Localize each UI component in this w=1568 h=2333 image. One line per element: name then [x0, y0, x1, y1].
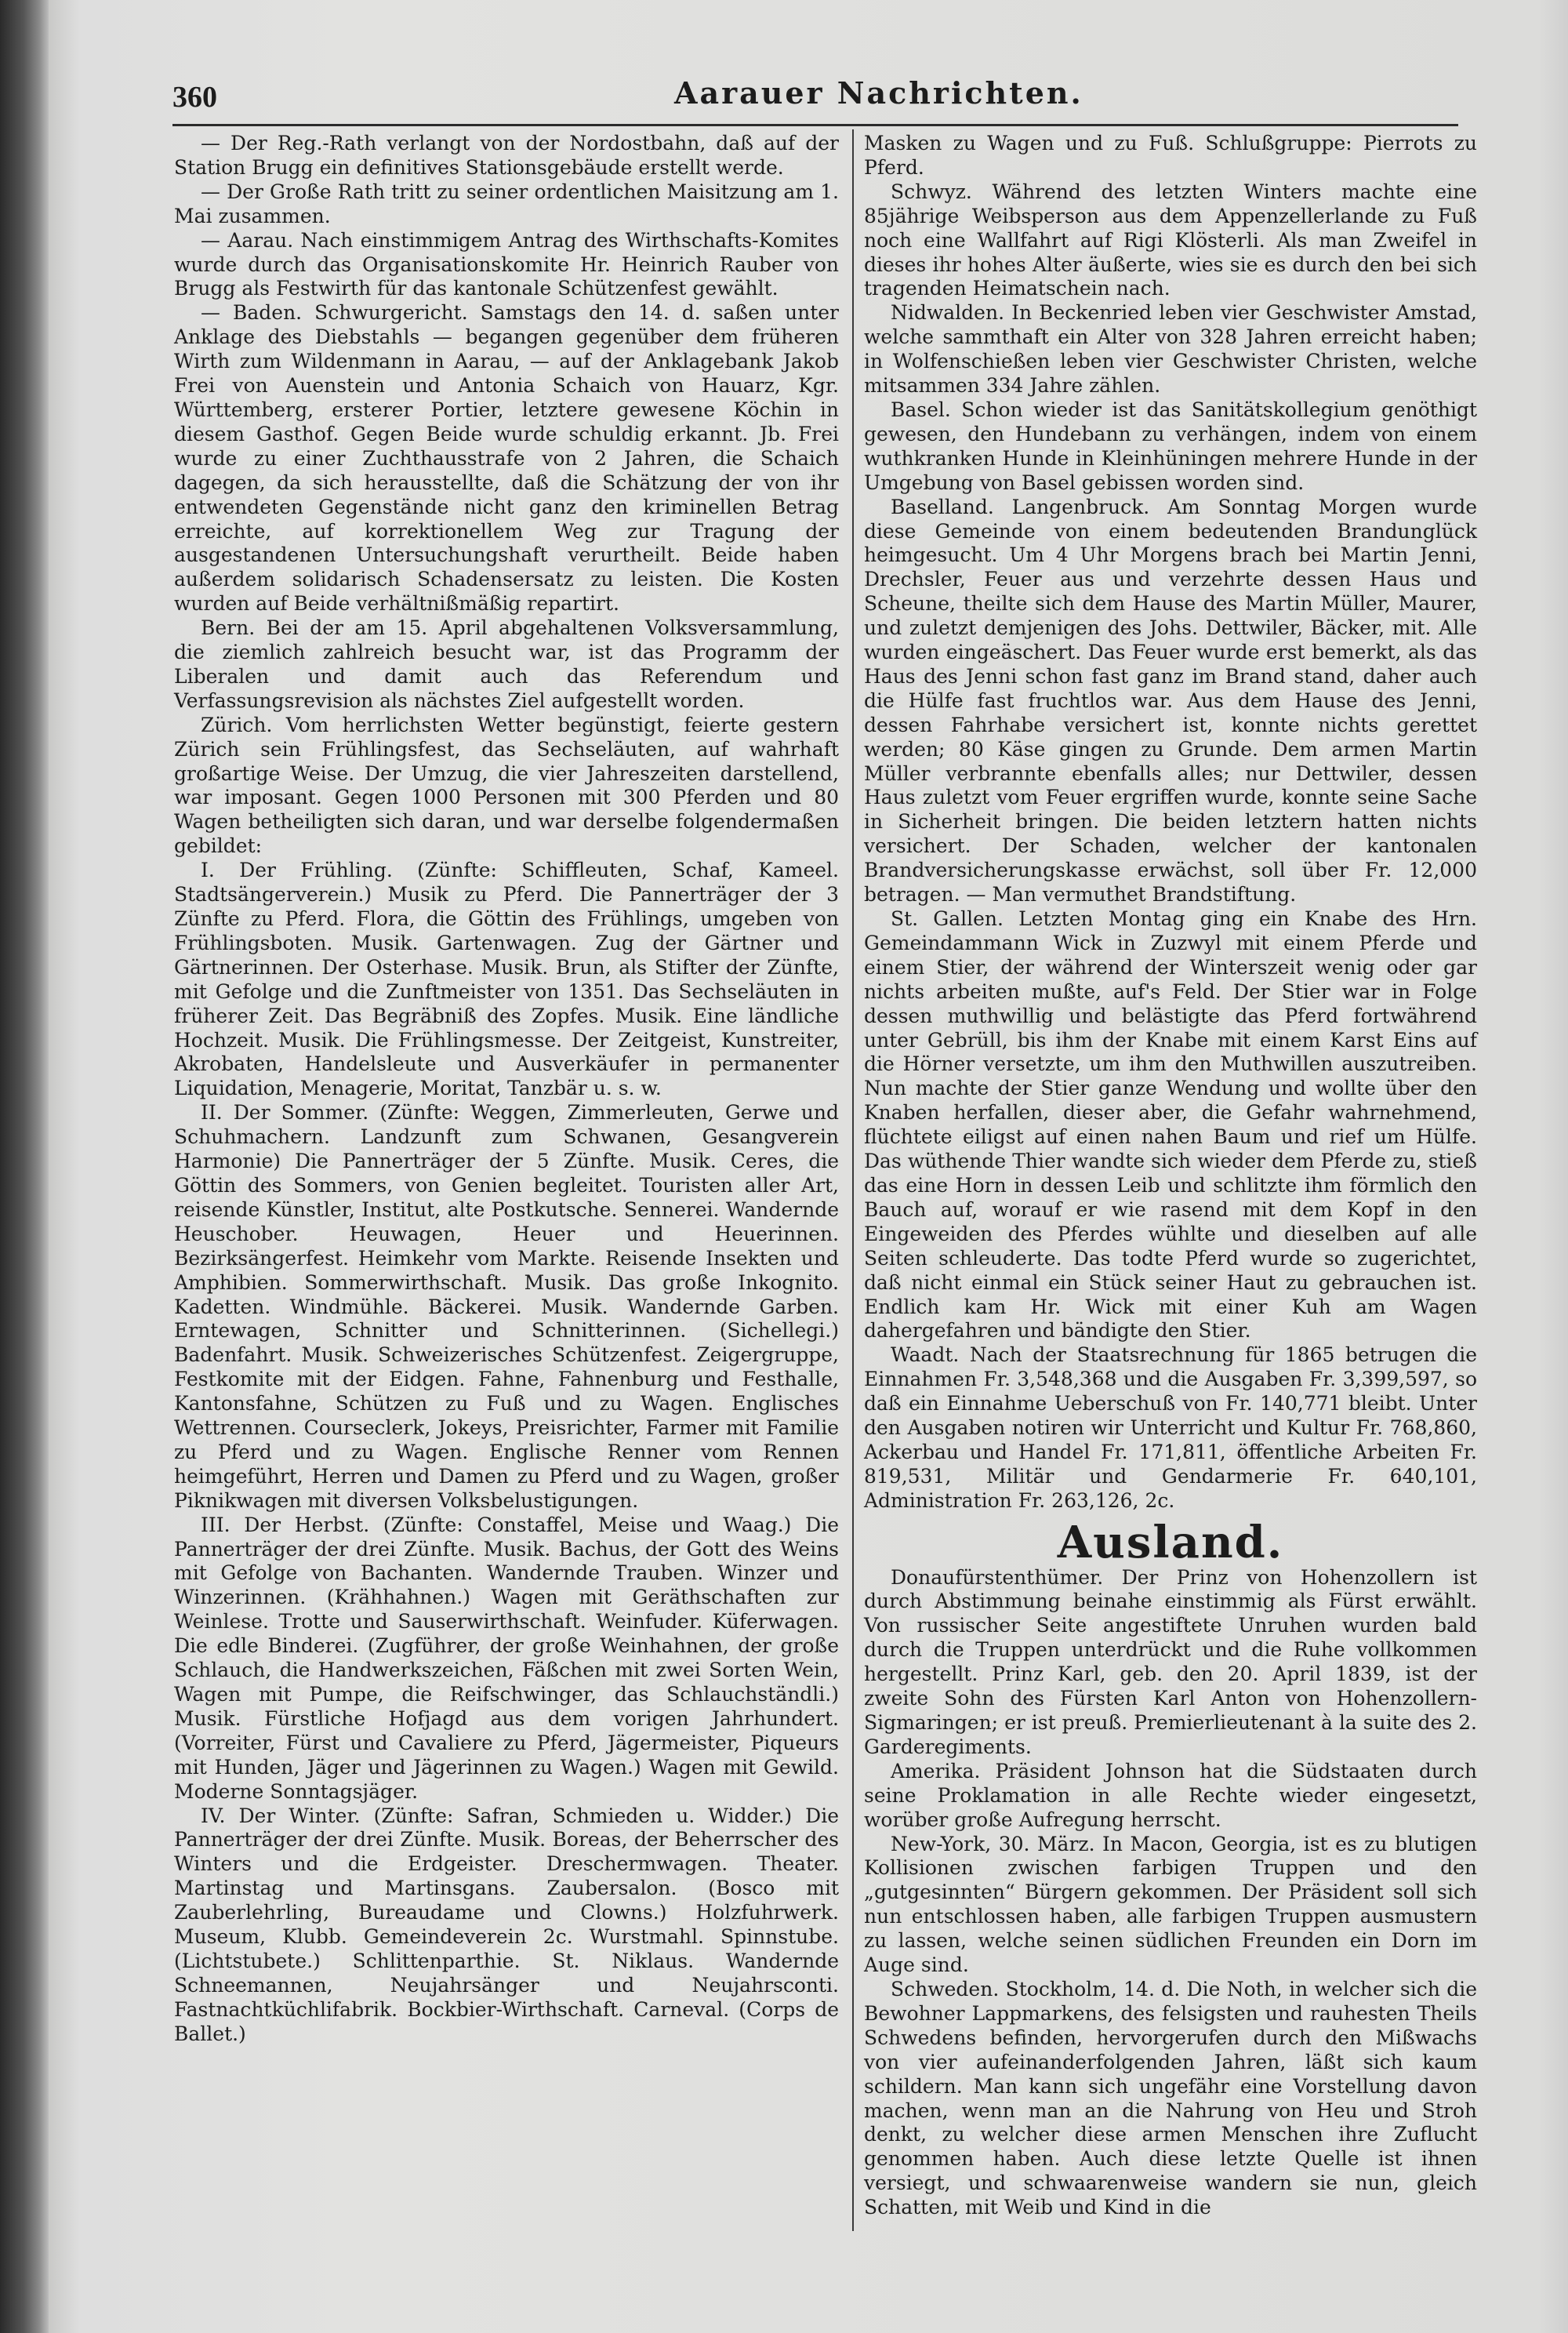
article-paragraph: Nidwalden. In Beckenried leben vier Geschwister Amstad, welche sammthaft ein Alter von 328 Jahren erreicht haben; in Wolfenschießen leben vier Geschwister Christen, welche mitsammen 334 Jahre zählen. — [864, 301, 1477, 398]
page-number: 360 — [172, 81, 217, 114]
header-rule — [172, 124, 1458, 126]
article-paragraph: — Der Große Rath tritt zu seiner ordentlichen Maisitzung am 1. Mai zusammen. — [174, 180, 839, 227]
parade-section-winter: IV. Der Winter. (Zünfte: Safran, Schmieden u. Widder.) Die Pannerträger der drei Zünfte. Musik. Boreas, der Beherrscher des Winters und die Erdgeister. Dreschermwagen. Theater. Martinstag und Martinsgans. Zaubersalon. (Bosco mit Zauberlehrling, Bureaudame und Clowns.) Holzfuhrwerk. Museum, Klubb. Gemeindeverein 2c. Wurstmahl. Spinnstube. (Lichtstubete.) Schlittenparthie. St. Niklaus. Wandernde Schneemannen, Neujahrsänger und Neujahrsconti. Fastnachtküchlifabrik. Bockbier-Wirthschaft. Carneval. (Corps de Ballet.) — [174, 1804, 839, 2045]
article-paragraph: — Der Reg.-Rath verlangt von der Nordostbahn, daß auf der Station Brugg ein definitives Stationsgebäude erstellt werde. — [174, 132, 839, 179]
article-paragraph: Bern. Bei der am 15. April abgehaltenen Volksversammlung, die ziemlich zahlreich besucht war, ist das Programm der Liberalen und damit auch das Referendum und Verfassungsrevision als nächstes Ziel aufgestellt worden. — [174, 616, 839, 712]
article-paragraph: Baselland. Langenbruck. Am Sonntag Morgen wurde diese Gemeinde von einem bedeutenden Brandunglück heimgesucht. Um 4 Uhr Morgens brach bei Martin Jenni, Drechsler, Feuer aus und verzehrte dessen Haus und Scheune, theilte sich dem Hause des Martin Müller, Maurer, und zuletzt demjenigen des Johs. Dettwiler, Bäcker, mit. Alle wurden eingeäschert. Das Feuer wurde erst bemerkt, als das Haus des Jenni schon fast ganz im Brand stand, daher auch die Hülfe fast fruchtlos war. Aus dem Hause des Jenni, dessen Fahrhabe versichert ist, konnte nichts gerettet werden; 80 Käse gingen zu Grunde. Dem armen Martin Müller verbrannte ebenfalls alles; nur Dettwiler, dessen Haus zuletzt vom Feuer ergriffen wurde, konnte seine Sache in Sicherheit bringen. Die beiden letztern hatten nichts versichert. Der Schaden, welcher der kantonalen Brandversicherungskasse erwächst, soll über Fr. 12,000 betragen. — Man vermuthet Brandstiftung. — [864, 495, 1477, 907]
article-paragraph: St. Gallen. Letzten Montag ging ein Knabe des Hrn. Gemeindammann Wick in Zuzwyl mit einem Pferde und einem Stier, der während der Winterszeit wenig oder gar nichts arbeiten mußte, auf's Feld. Der Stier war in Folge dessen muthwillig und belästigte das Pferd fortwährend unter Gebrüll, bis ihm der Knabe mit einem Karst Eins auf die Hörner versetzte, um ihm den Muthwillen auszutreiben. Nun machte der Stier ganze Wendung und wollte über den Knaben herfallen, dieser aber, die Gefahr wahrnehmend, flüchtete eiligst auf einen nahen Baum und rief um Hülfe. Das wüthende Thier wandte sich wieder dem Pferde zu, stieß das eine Horn in dessen Leib und schlitzte ihm förmlich den Bauch auf, worauf er wie rasend mit dem Kopf in den Eingeweiden des Pferdes wühlte und dieselben auf alle Seiten schleuderte. Das todte Pferd wurde so zugerichtet, daß nicht einmal ein Stück seiner Haut zu gebrauchen ist. Endlich kam Hr. Wick mit einer Kuh am Wagen dahergefahren und bändigte den Stier. — [864, 907, 1477, 1343]
page-header — [125, 75, 1458, 122]
right-column — [864, 132, 1477, 2220]
column-divider — [852, 129, 854, 2231]
foreign-news-paragraph: New-York, 30. März. In Macon, Georgia, ist es zu blutigen Kollisionen zwischen farbigen Truppen und den „gutgesinnten“ Bürgern gekommen. Der Präsident soll sich nun entschlossen haben, alle farbigen Truppen ausmustern zu lassen, welche seinen südlichen Freunden ein Dorn im Auge sind. — [864, 1832, 1477, 1977]
article-paragraph: Zürich. Vom herrlichsten Wetter begünstigt, feierte gestern Zürich sein Frühlingsfest, das Sechseläuten, auf wahrhaft großartige Weise. Der Umzug, die vier Jahreszeiten darstellend, war imposant. Gegen 1000 Personen mit 300 Pferden und 80 Wagen betheiligten sich daran, und war derselbe folgendermaßen gebildet: — [174, 713, 839, 858]
masthead-title: Aarauer Nachrichten. — [674, 75, 1083, 111]
article-paragraph: — Aarau. Nach einstimmigem Antrag des Wirthschafts-Komites wurde durch das Organisationskomite Hr. Heinrich Rauber von Brugg als Festwirth für das kantonale Schützenfest gewählt. — [174, 228, 839, 300]
article-paragraph: — Baden. Schwurgericht. Samstags den 14. d. saßen unter Anklage des Diebstahls — begangen gegenüber dem früheren Wirth zum Wildenmann in Aarau, — auf der Anklagebank Jakob Frei von Auenstein und Antonia Schaich von Hauarz, Kgr. Württemberg, ersterer Portier, letztere gewesene Köchin in diesem Gasthof. Gegen Beide wurde schuldig erkannt. Jb. Frei wurde zu einer Zuchthausstrafe von 2 Jahren, die Schaich dagegen, da sich herausstellte, daß die Schätzung der von ihr entwendeten Gegenstände nicht ganz den kriminellen Betrag erreichte, auf korrektionellem Weg zur Tragung der ausgestandenen Untersuchungshaft verurtheilt. Beide haben außerdem solidarisch Schadensersatz zu leisten. Die Kosten wurden auf Beide verhältnißmäßig repartirt. — [174, 301, 839, 616]
section-heading-ausland: Ausland. — [1057, 1516, 1284, 1568]
parade-section-spring: I. Der Frühling. (Zünfte: Schiffleuten, Schaf, Kameel. Stadtsängerverein.) Musik zu Pferd. Die Pannerträger der 3 Zünfte zu Pferd. Flora, die Göttin des Frühlings, umgeben von Frühlingsboten. Musik. Gartenwagen. Zug der Gärtner und Gärtnerinnen. Der Osterhase. Musik. Brun, als Stifter der Zünfte, mit Gefolge und die Zunftmeister von 1351. Das Sechseläuten in früherer Zeit. Das Begräbniß des Zopfes. Musik. Eine ländliche Hochzeit. Musik. Die Frühlingsmesse. Der Zeitgeist, Kunstreiter, Akrobaten, Handelsleute und Ausverkäufer in permanenter Liquidation, Menagerie, Moritat, Tanzbär u. s. w. — [174, 859, 839, 1100]
foreign-news-paragraph: Schweden. Stockholm, 14. d. Die Noth, in welcher sich die Bewohner Lappmarkens, des felsigsten und rauhesten Theils Schwedens befinden, hervorgerufen durch den Mißwachs von vier aufeinanderfolgenden Jahren, läßt sich kaum schildern. Man kann sich ungefähr eine Vorstellung davon machen, wenn man an die Nahrung von Heu und Stroh denkt, zu welcher diese armen Menschen ihre Zuflucht genommen haben. Auch diese letzte Quelle ist ihnen versiegt, und schwaarenweise wandern sie nun, gleich Schatten, mit Weib und Kind in die — [864, 1977, 1477, 2219]
article-paragraph: Waadt. Nach der Staatsrechnung für 1865 betrugen die Einnahmen Fr. 3,548,368 und die Ausgaben Fr. 3,399,597, so daß ein Einnahme Ueberschuß von Fr. 140,771 bleibt. Unter den Ausgaben notiren wir Unterricht und Kultur Fr. 768,860, Ackerbau und Handel Fr. 171,811, öffentliche Arbeiten Fr. 819,531, Militär und Gendarmerie Fr. 640,101, Administration Fr. 263,126, 2c. — [864, 1343, 1477, 1512]
parade-section-summer: II. Der Sommer. (Zünfte: Weggen, Zimmerleuten, Gerwe und Schuhmachern. Landzunft zum Schwanen, Gesangverein Harmonie) Die Pannerträger der 5 Zünfte. Musik. Ceres, die Göttin des Sommers, von Genien begleitet. Touristen aller Art, reisende Künstler, Institut, alte Postkutsche. Sennerei. Wandernde Heuschober. Heuwagen, Heuer und Heuerinnen. Bezirksängerfest. Heimkehr vom Markte. Reisende Insekten und Amphibien. Sommerwirthschaft. Musik. Das große Inkognito. Kadetten. Windmühle. Bäckerei. Musik. Wandernde Garben. Erntewagen, Schnitter und Schnitterinnen. (Sichellegi.) Badenfahrt. Musik. Schweizerisches Schützenfest. Zeigergruppe, Festkomite mit der Eidgen. Fahne, Fahnenburg und Festhalle, Kantonsfahne, Schützen zu Fuß und zu Wagen. Englisches Wettrennen. Courseclerk, Jokeys, Preisrichter, Farmer mit Familie zu Pferd und zu Wagen. Englische Renner vom Rennen heimgeführt, Herren und Damen zu Pferd und zu Wagen, großer Piknikwagen mit diversen Volksbelustigungen. — [174, 1101, 839, 1512]
foreign-news-paragraph: Donaufürstenthümer. Der Prinz von Hohenzollern ist durch Abstimmung beinahe einstimmig als Fürst erwählt. Von russischer Seite angestiftete Unruhen wurden bald durch die Truppen unterdrückt und die Ruhe vollkommen hergestellt. Prinz Karl, geb. den 20. April 1839, ist der zweite Sohn des Fürsten Karl Anton von Hohenzollern-Sigmaringen; er ist preuß. Premierlieutenant à la suite des 2. Garderegiments. — [864, 1565, 1477, 1758]
parade-section-autumn: III. Der Herbst. (Zünfte: Constaffel, Meise und Waag.) Die Pannerträger der drei Zünfte. Musik. Bachus, der Gott des Weins mit Gefolge von Bachanten. Wandernde Trauben. Winzer und Winzerinnen. (Krähhahnen.) Wagen mit Geräthschaften zur Weinlese. Trotte und Sauserwirthschaft. Weinfuder. Küferwagen. Die edle Binderei. (Zugführer, der große Weinhahnen, der große Schlauch, die Handwerkszeichen, Fäßchen mit zwei Sorten Wein, Wagen mit Pumpe, die Reifschwinger, das Schlauchständli.) Musik. Fürstliche Hofjagd aus dem vorigen Jahrhundert. (Vorreiter, Fürst und Cavaliere zu Pferd, Jägermeister, Piqueurs mit Hunden, Jäger und Jägerinnen zu Wagen.) Wagen mit Gewild. Moderne Sonntagsjäger. — [174, 1513, 839, 1803]
left-column — [174, 132, 839, 2047]
article-paragraph: Schwyz. Während des letzten Winters machte eine 85jährige Weibsperson aus dem Appenzellerlande zu Fuß noch eine Wallfahrt auf Rigi Klösterli. Als man Zweifel in dieses ihr hohes Alter äußerte, wies sie es durch den bei sich tragenden Heimatschein nach. — [864, 180, 1477, 300]
article-paragraph: Masken zu Wagen und zu Fuß. Schlußgruppe: Pierrots zu Pferd. — [864, 132, 1477, 179]
article-paragraph: Basel. Schon wieder ist das Sanitätskollegium genöthigt gewesen, den Hundebann zu verhängen, indem von einem wuthkranken Hunde in Kleinhüningen mehrere Hunde in der Umgebung von Basel gebissen worden sind. — [864, 398, 1477, 494]
book-binding — [0, 0, 49, 2333]
foreign-news-paragraph: Amerika. Präsident Johnson hat die Südstaaten durch seine Proklamation in alle Rechte wieder eingesetzt, worüber große Aufregung herrscht. — [864, 1759, 1477, 1831]
